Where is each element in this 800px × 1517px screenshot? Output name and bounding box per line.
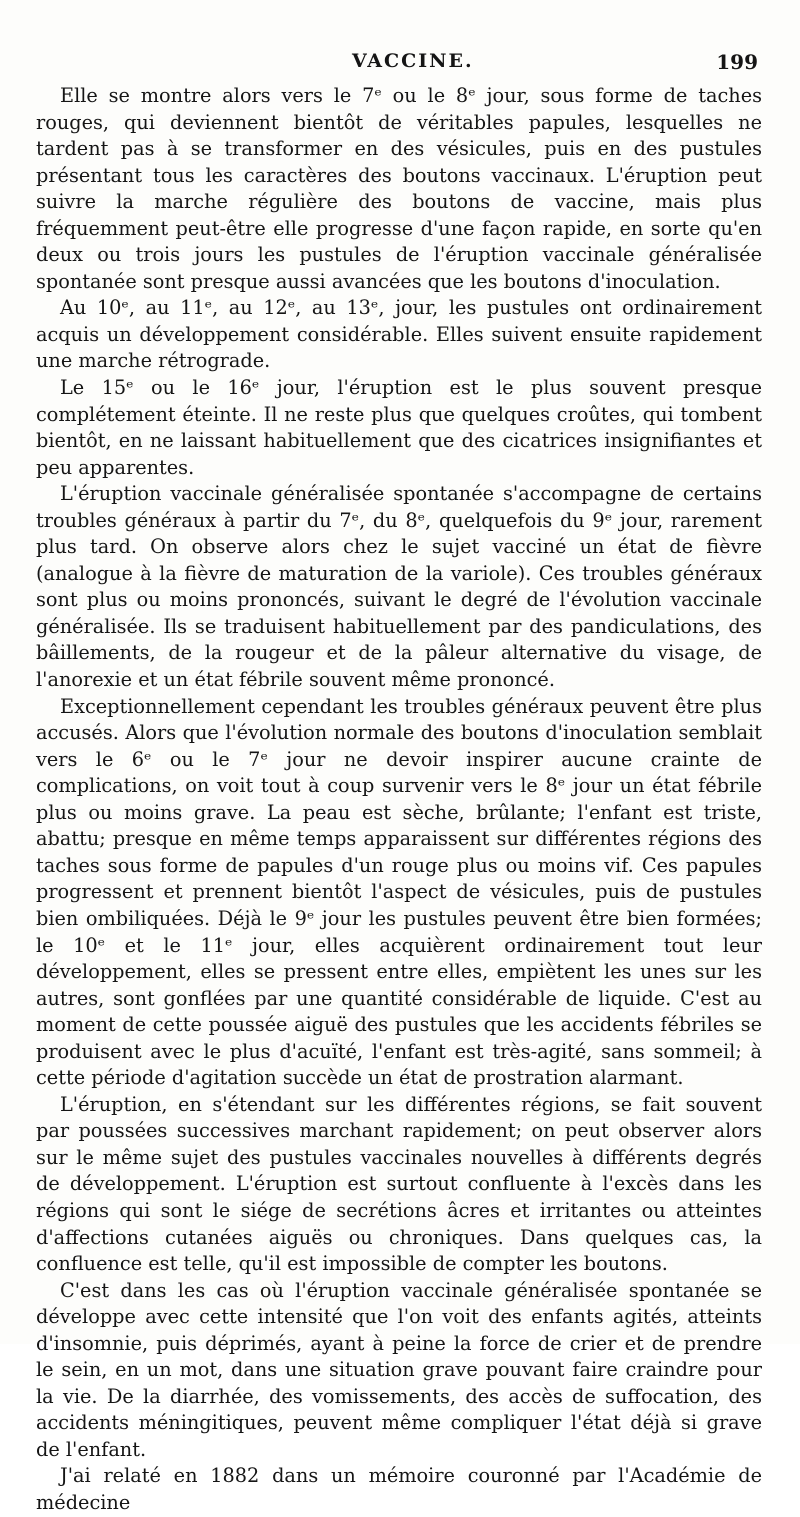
paragraph-5: Exceptionnellement cependant les troubles généraux peuvent être plus accusés. Alors que l'évolution normale des boutons d'inoculation semblait vers le 6ᵉ ou le 7ᵉ jour ne devoir inspirer aucune crainte de complications, on voit tout à coup survenir vers le 8ᵉ jour un état fébrile plus ou moins grave. La peau est sèche, brûlante; l'enfant est triste, abattu; presque en même temps apparaissent sur différentes régions des taches sous forme de papules d'un rouge plus ou moins vif. Ces papules progressent et prennent bientôt l'aspect de vésicules, puis de pustules bien ombiliquées. Déjà le 9ᵉ jour les pustules peuvent être bien formées; le 10ᵉ et le 11ᵉ jour, elles acquièrent ordinairement tout leur développement, elles se pressent entre elles, empiètent les unes sur les autres, sont gonflées par une quantité considérable de liquide. C'est au moment de cette poussée aiguë des pustules que les accidents fébriles se produisent avec le plus d'acuïté, l'enfant est très-agité, sans sommeil; à cette période d'agitation succède un état de prostration alarmant. [36,694,762,1090]
paragraph-8: J'ai relaté en 1882 dans un mémoire couronné par l'Académie de médecine [36,1464,762,1514]
page-number: 199 [716,50,758,74]
paragraph-1: Elle se montre alors vers le 7ᵉ ou le 8ᵉ jour, sous forme de taches rouges, qui deviennent bientôt de véritables papules, lesquelles ne tardent pas à se transformer en des vésicules, puis en des pustules présentant tous les caractères des boutons vaccinaux. L'éruption peut suivre la marche régulière des boutons de vaccine, mais plus fréquemment peut-être elle progresse d'une façon rapide, en sorte qu'en deux ou trois jours les pustules de l'éruption vaccinale généralisée spontanée sont presque aussi avancées que les boutons d'inoculation. [36,84,762,293]
paragraph-3: Le 15ᵉ ou le 16ᵉ jour, l'éruption est le plus souvent presque complétement éteinte. Il ne reste plus que quelques croûtes, qui tombent bientôt, en ne laissant habituellement que des cicatrices insignifiantes et peu apparentes. [36,376,762,479]
paragraph-4: L'éruption vaccinale généralisée spontanée s'accompagne de certains troubles généraux à partir du 7ᵉ, du 8ᵉ, quelquefois du 9ᵉ jour, rarement plus tard. On observe alors chez le sujet vacciné un état de fièvre (analogue à la fièvre de maturation de la variole). Ces troubles généraux sont plus ou moins prononcés, suivant le degré de l'évolution vaccinale généralisée. Ils se traduisent habituellement par des pandiculations, des bâillements, de la rougeur et de la pâleur alternative du visage, de l'anorexie et un état fébrile souvent même prononcé. [36,482,762,692]
paragraph-2: Au 10ᵉ, au 11ᵉ, au 12ᵉ, au 13ᵉ, jour, les pustules ont ordinairement acquis un développement considérable. Elles suivent ensuite rapidement une marche rétrograde. [36,296,762,373]
page-title: VACCINE. [352,50,474,72]
paragraph-7: C'est dans les cas où l'éruption vaccinale généralisée spontanée se développe avec cette intensité que l'on voit des enfants agités, atteints d'insomnie, puis déprimés, ayant à peine la force de crier et de prendre le sein, en un mot, dans une situation grave pouvant faire craindre pour la vie. De la diarrhée, des vomissements, des accès de suffocation, des accidents méningitiques, peuvent même compliquer l'état déjà si grave de l'enfant. [36,1278,762,1461]
paragraph-6: L'éruption, en s'étendant sur les différentes régions, se fait souvent par poussées successives marchant rapidement; on peut observer alors sur le même sujet des pustules vaccinales nouvelles à différents degrés de développement. L'éruption est surtout confluente à l'excès dans les régions qui sont le siége de secrétions âcres et irritantes ou atteintes d'affections cutanées aiguës ou chroniques. Dans quelques cas, la confluence est telle, qu'il est impossible de compter les boutons. [36,1092,762,1276]
running-head [0,50,800,76]
body-text [36,83,762,1517]
